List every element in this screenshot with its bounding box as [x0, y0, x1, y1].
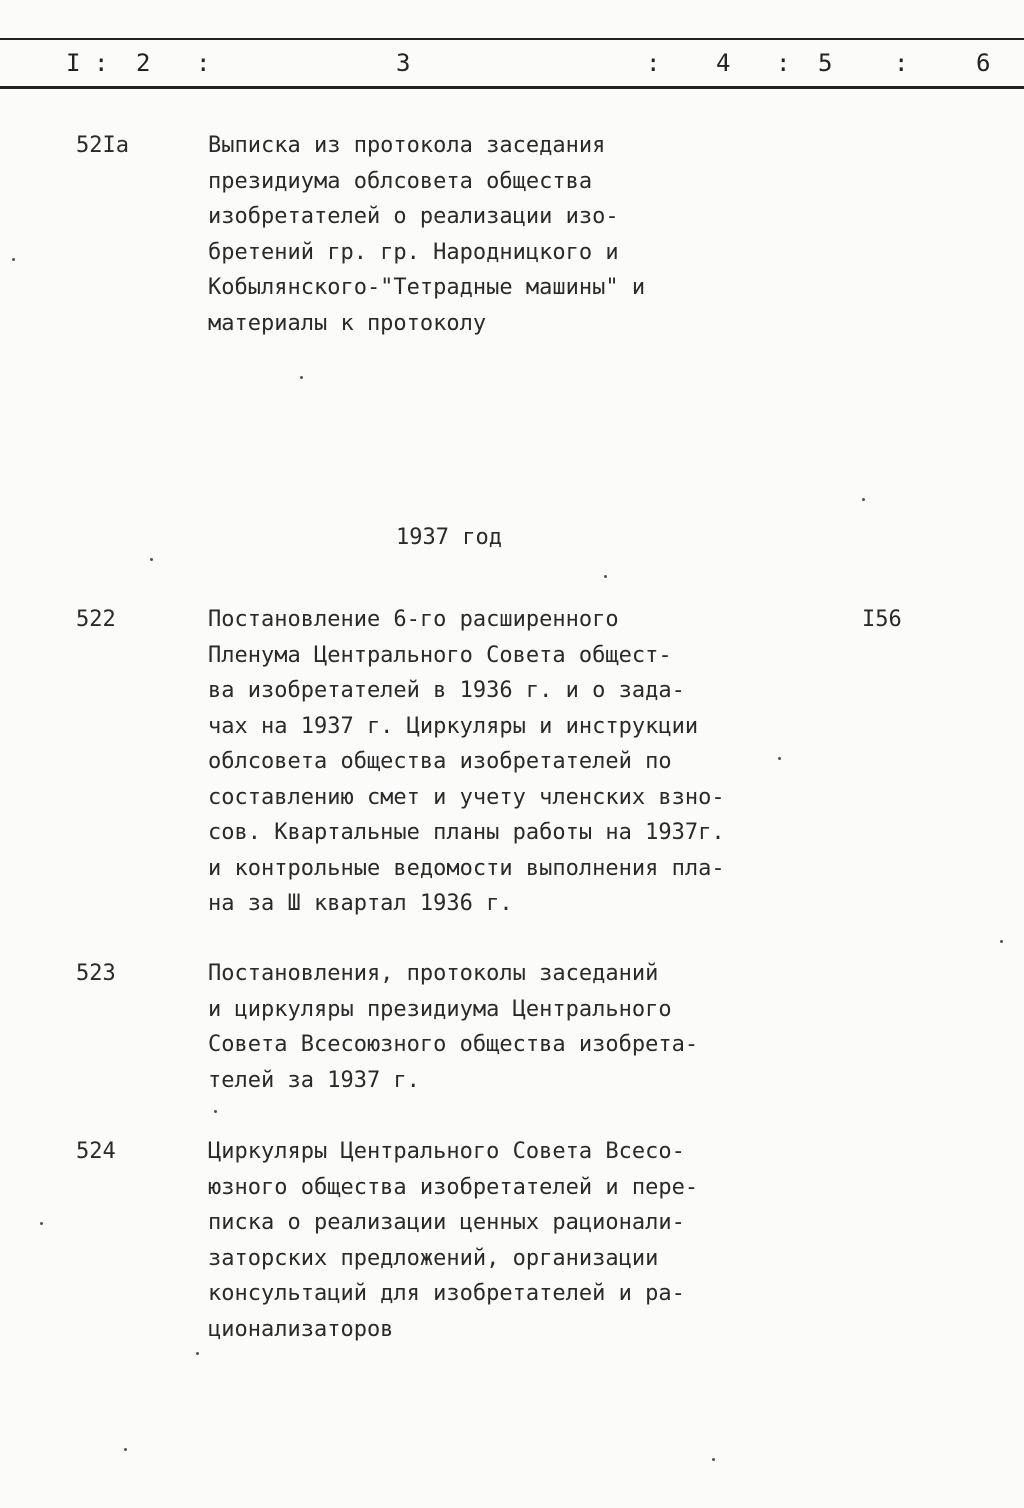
entry-line: чах на 1937 г. Циркуляры и инструкции [208, 713, 699, 739]
scan-speck [150, 558, 153, 561]
entry-line: писка о реализации ценных рационали- [208, 1210, 685, 1235]
header-top-rule [0, 38, 1024, 40]
entry-description [208, 128, 808, 341]
entry-line: телей за 1937 г. [208, 1067, 420, 1093]
column-separator: : [776, 49, 791, 77]
column-separator: : [94, 49, 109, 77]
column-number-5: 5 [818, 49, 833, 77]
entry-number: 524 [76, 1139, 116, 1164]
entry-line: на за Ш квартал 1936 г. [208, 891, 513, 916]
scan-speck [300, 376, 303, 379]
column-number-6: 6 [976, 49, 991, 77]
entry-line: Циркуляры Центрального Совета Всесо- [208, 1139, 685, 1164]
entry-line: облсовета общества изобретателей по [208, 749, 672, 774]
entry-line: и контрольные ведомости выполнения пла- [208, 855, 725, 881]
entry-number: 522 [76, 607, 116, 632]
column-number-4: 4 [716, 49, 731, 77]
entry-line: изобретателей о реализации изо- [208, 204, 619, 229]
entry-line: юзного общества изобретателей и пере- [208, 1174, 699, 1200]
entry-line: Кобылянского-"Тетрадные машины" и [208, 275, 646, 300]
entry-description [208, 956, 808, 1098]
column-separator: : [646, 49, 661, 77]
entry-number: 52Ia [76, 133, 129, 158]
entry-line: Постановление 6-го расширенного [208, 607, 619, 632]
scan-speck [214, 1110, 217, 1113]
entry-line: консультаций для изобретателей и ра- [208, 1281, 685, 1306]
scan-speck [124, 1448, 127, 1451]
entry-line: Совета Всесоюзного общества изобрета- [208, 1032, 699, 1057]
column-number-1: I [66, 49, 81, 77]
entry-description [208, 602, 808, 922]
entry-line: бретений гр. гр. Народницкого и [208, 239, 619, 265]
column-separator: : [196, 49, 211, 77]
scan-speck [40, 1222, 43, 1225]
entry-line: Выписка из протокола заседания [208, 133, 606, 158]
entry-line: ва изобретателей в 1936 г. и о зада- [208, 678, 685, 703]
entry-line: Постановления, протоколы заседаний [208, 961, 659, 986]
entry-line: президиума облсовета общества [208, 168, 593, 194]
scan-speck [12, 258, 15, 261]
entry-description [208, 1134, 808, 1347]
entry-line: и циркуляры президиума Центрального [208, 996, 672, 1022]
header-bottom-rule [0, 86, 1024, 89]
entry-number: 523 [76, 961, 116, 986]
column-separator: : [894, 49, 909, 77]
entry-line: ционализаторов [208, 1316, 394, 1342]
entry-line: Пленума Центрального Совета общест- [208, 642, 672, 668]
column-number-2: 2 [136, 49, 151, 77]
entry-line: материалы к протоколу [208, 310, 487, 336]
scan-speck [196, 1352, 199, 1355]
scan-speck [604, 575, 607, 578]
scan-speck [862, 498, 865, 501]
entry-line: сов. Квартальные планы работы на 1937г. [208, 820, 725, 845]
scan-speck [778, 757, 781, 760]
scan-speck [1000, 940, 1003, 943]
scan-speck [712, 1458, 715, 1461]
entry-line: составлению смет и учету членских взно- [208, 784, 725, 810]
entry-page-count: I56 [862, 607, 902, 632]
column-number-3: 3 [396, 49, 411, 77]
year-heading: 1937 год [396, 525, 502, 550]
entry-line: заторских предложений, организации [208, 1245, 659, 1271]
